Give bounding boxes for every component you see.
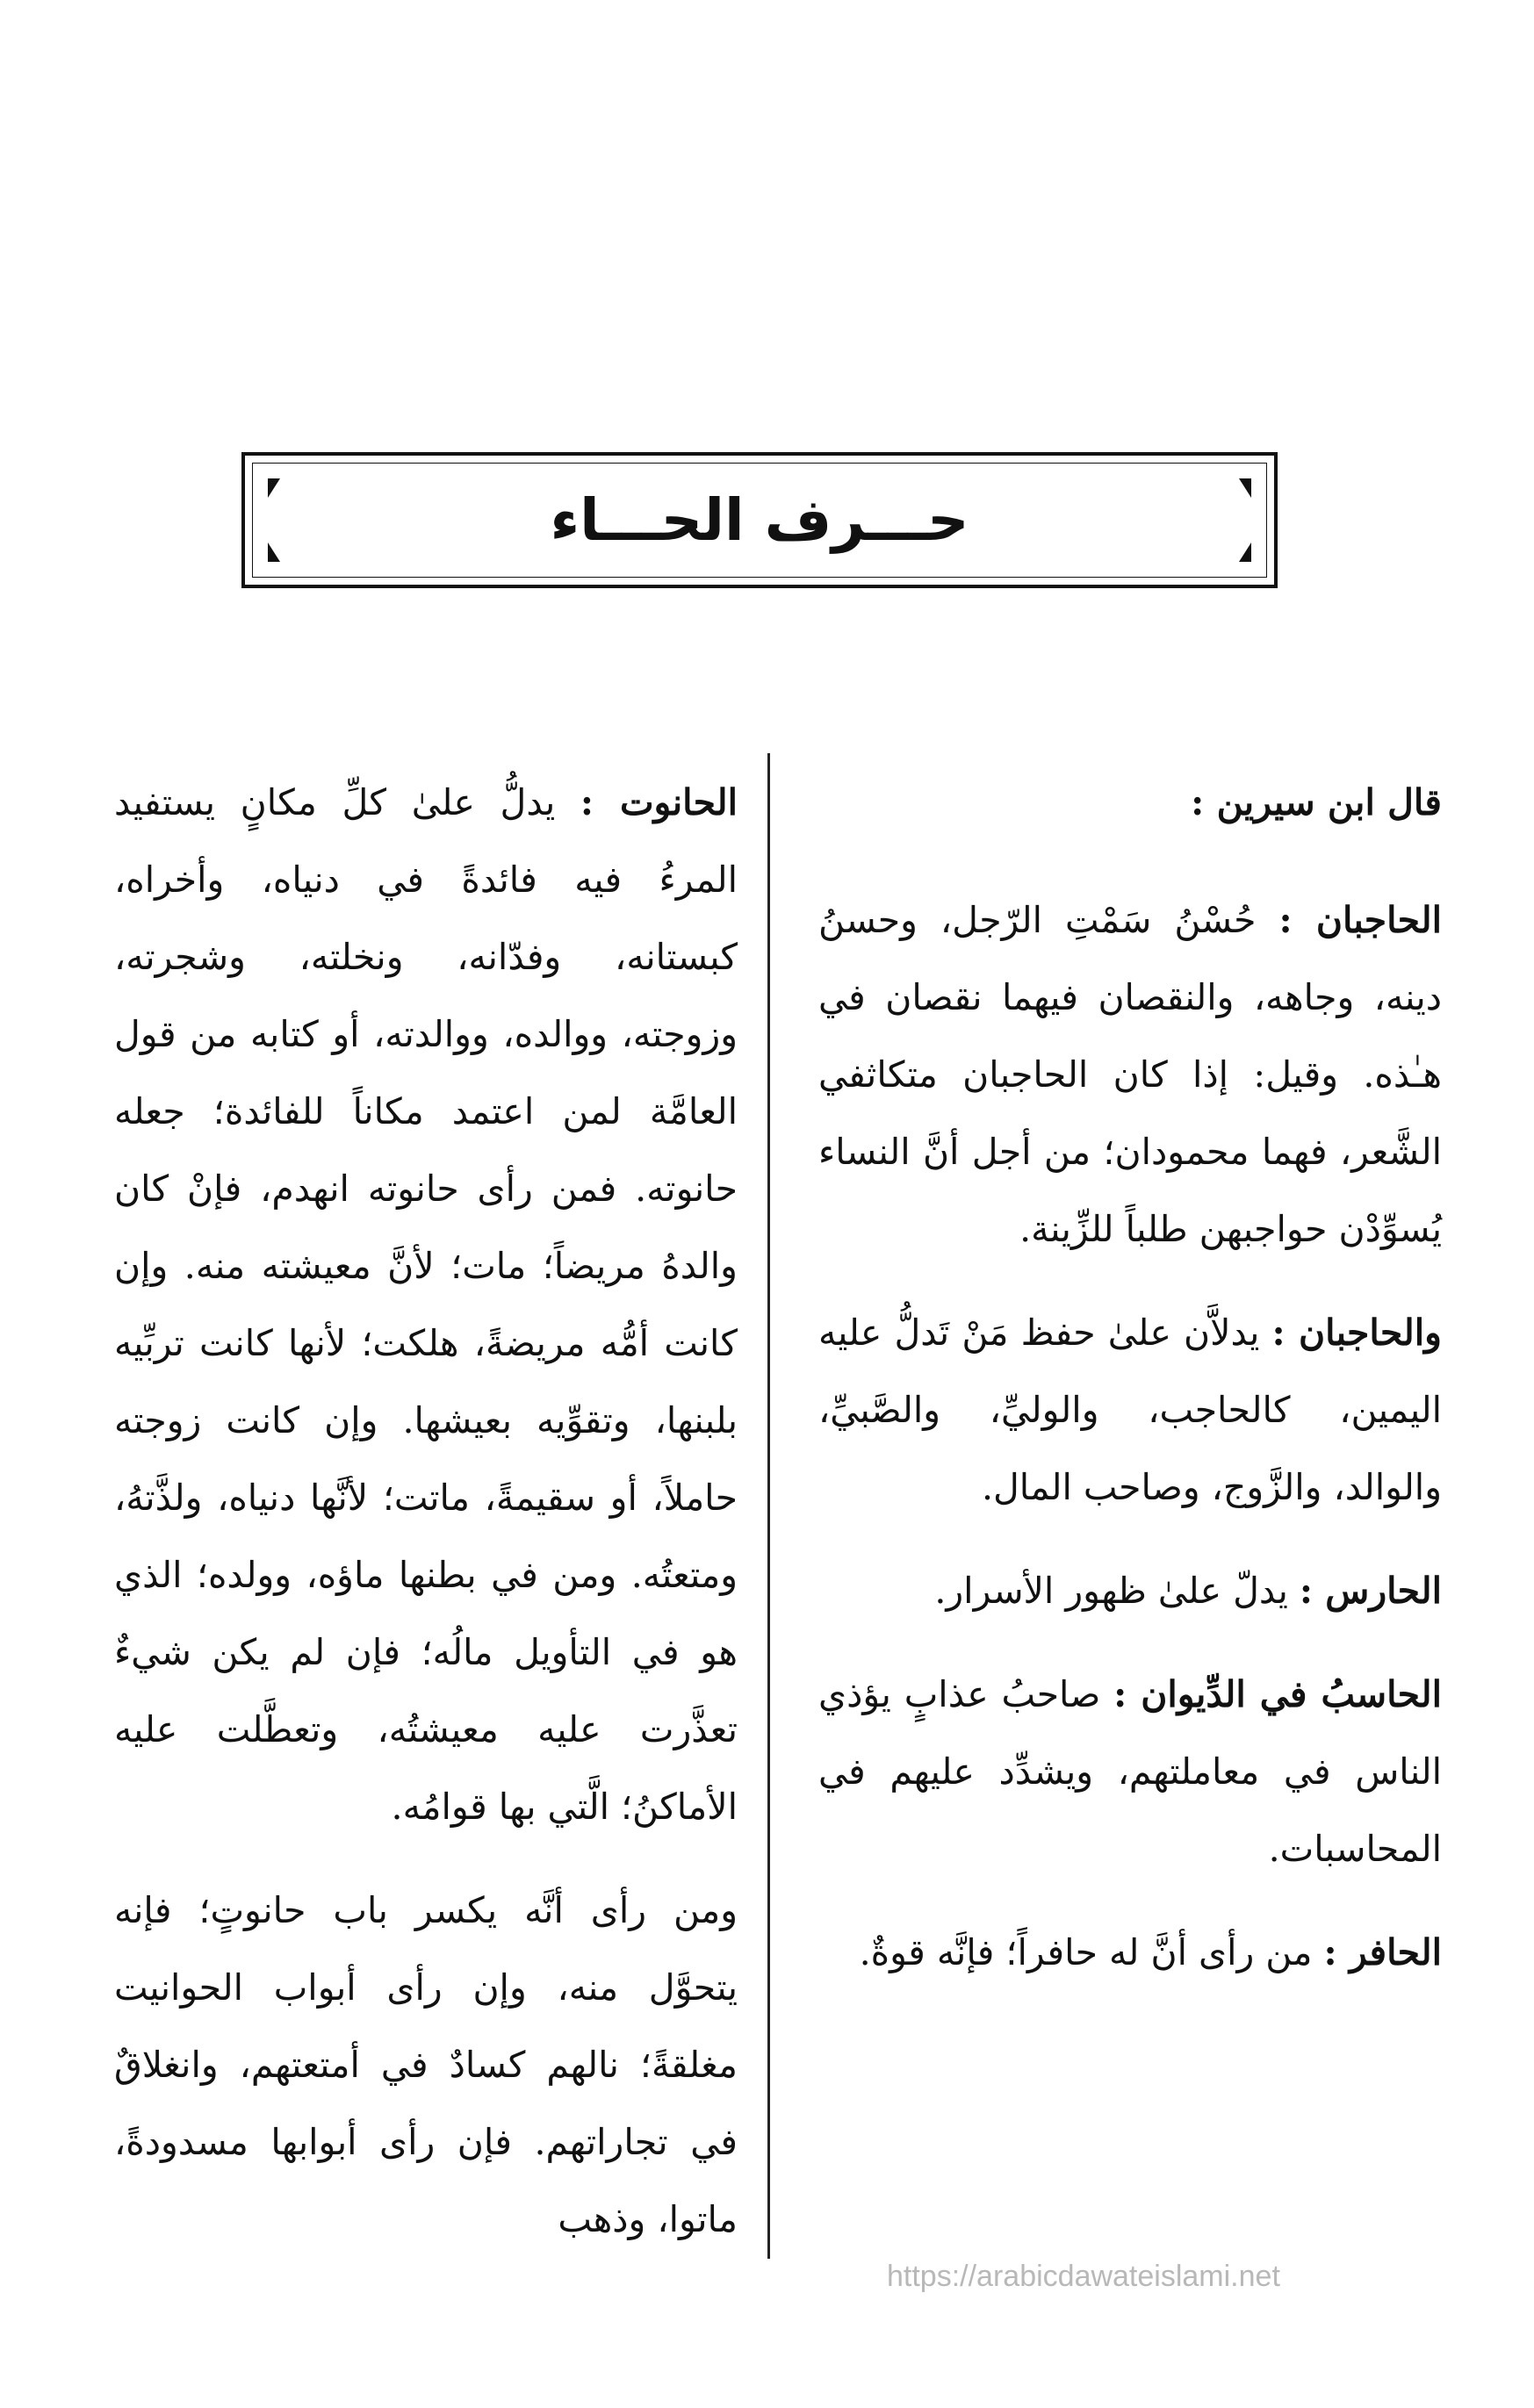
entry-term: الحانوت : xyxy=(580,781,738,823)
chapter-title: حـــرف الحـــاء xyxy=(550,486,969,554)
entry-term: والحاجبان : xyxy=(1271,1312,1442,1354)
dictionary-entry xyxy=(818,1656,1442,1887)
frame-corner-ornament xyxy=(1239,478,1251,498)
dictionary-entry xyxy=(818,1914,1442,1991)
dictionary-entry xyxy=(114,1872,738,2258)
entry-text: يدلُّ علىٰ كلِّ مكانٍ يستفيد المرءُ فيه فائدةً في دنياه، وأخراه، كبستانه، وفدّانه، ونخلته، وشجرته، وزوجته، ووالده، ووالدته، أو كتابه من قول العامَّة لمن اعتمد مكاناً للفائدة؛ جعله حانوته. فمن رأى حانوته انهدم، فإنْ كان والدهُ مريضاً؛ مات؛ لأنَّ معيشته منه. وإن كانت أمُّه مريضةً، هلكت؛ لأنها كانت تربِّيه بلبنها، وتقوِّيه بعيشها. وإن كانت زوجته حاملاً، أو سقيمةً، ماتت؛ لأنَّها دنياه، ولذَّتهُ، ومتعتُه. ومن في بطنها ماؤه، وولده؛ الذي هو في التأويل مالُه؛ فإن لم يكن شيءٌ تعذَّرت عليه معيشتُه، وتعطَّلت عليه الأماكنُ؛ الَّتي بها قوامُه. xyxy=(114,781,738,1828)
entry-text: يدلاَّن علىٰ حفظ مَنْ تَدلُّ عليه اليمين، كالحاجب، والوليِّ، والصَّبيِّ، والوالد، والزَّوج، وصاحب المال. xyxy=(818,1312,1442,1508)
dictionary-entry xyxy=(818,881,1442,1268)
frame-corner-ornament xyxy=(1239,543,1251,562)
entry-text: صاحبُ عذابٍ يؤذي الناس في معاملتهم، ويشدِّد عليهم في المحاسبات. xyxy=(818,1673,1442,1870)
dictionary-entry xyxy=(818,1294,1442,1526)
dictionary-entry xyxy=(114,764,738,1845)
entry-text: حُسْنُ سَمْتِ الرّجل، وحسنُ دينه، وجاهه، والنقصان فيهما نقصان في هـٰذه. وقيل: إذا كان الحاجبان متكاثفي الشَّعر، فهما محمودان؛ من أجل أنَّ النساء يُسوِّدْن حواجبهن طلباً للزِّينة. xyxy=(818,899,1442,1250)
entry-text: من رأى أنَّ له حافراً؛ فإنَّه قوةٌ. xyxy=(859,1931,1324,1973)
chapter-title-frame xyxy=(241,452,1278,588)
entry-term: الحاجبان : xyxy=(1278,899,1442,941)
entry-term: الحاسبُ في الدِّيوان : xyxy=(1113,1673,1442,1715)
entry-term: الحافر : xyxy=(1323,1931,1442,1973)
right-column xyxy=(818,764,1442,2017)
frame-corner-ornament xyxy=(268,478,280,498)
watermark-url: https://arabicdawateislami.net xyxy=(887,2260,1280,2293)
entry-text: يدلّ علىٰ ظهور الأسرار. xyxy=(934,1570,1300,1612)
frame-corner-ornament xyxy=(268,543,280,562)
column-divider xyxy=(767,753,770,2259)
entry-term: الحارس : xyxy=(1299,1570,1442,1612)
entry-text: ومن رأى أنَّه يكسر باب حانوتٍ؛ فإنه يتحوَّل منه، وإن رأى أبواب الحوانيت مغلقةً؛ نالهم كسادٌ في أمتعتهم، وانغلاقٌ في تجاراتهم. فإن رأى أبوابها مسدودةً، ماتوا، وذهب xyxy=(114,1889,738,2240)
column-intro: قال ابن سيرين : xyxy=(1191,781,1442,823)
left-column xyxy=(114,764,738,2284)
dictionary-entry xyxy=(818,1552,1442,1629)
